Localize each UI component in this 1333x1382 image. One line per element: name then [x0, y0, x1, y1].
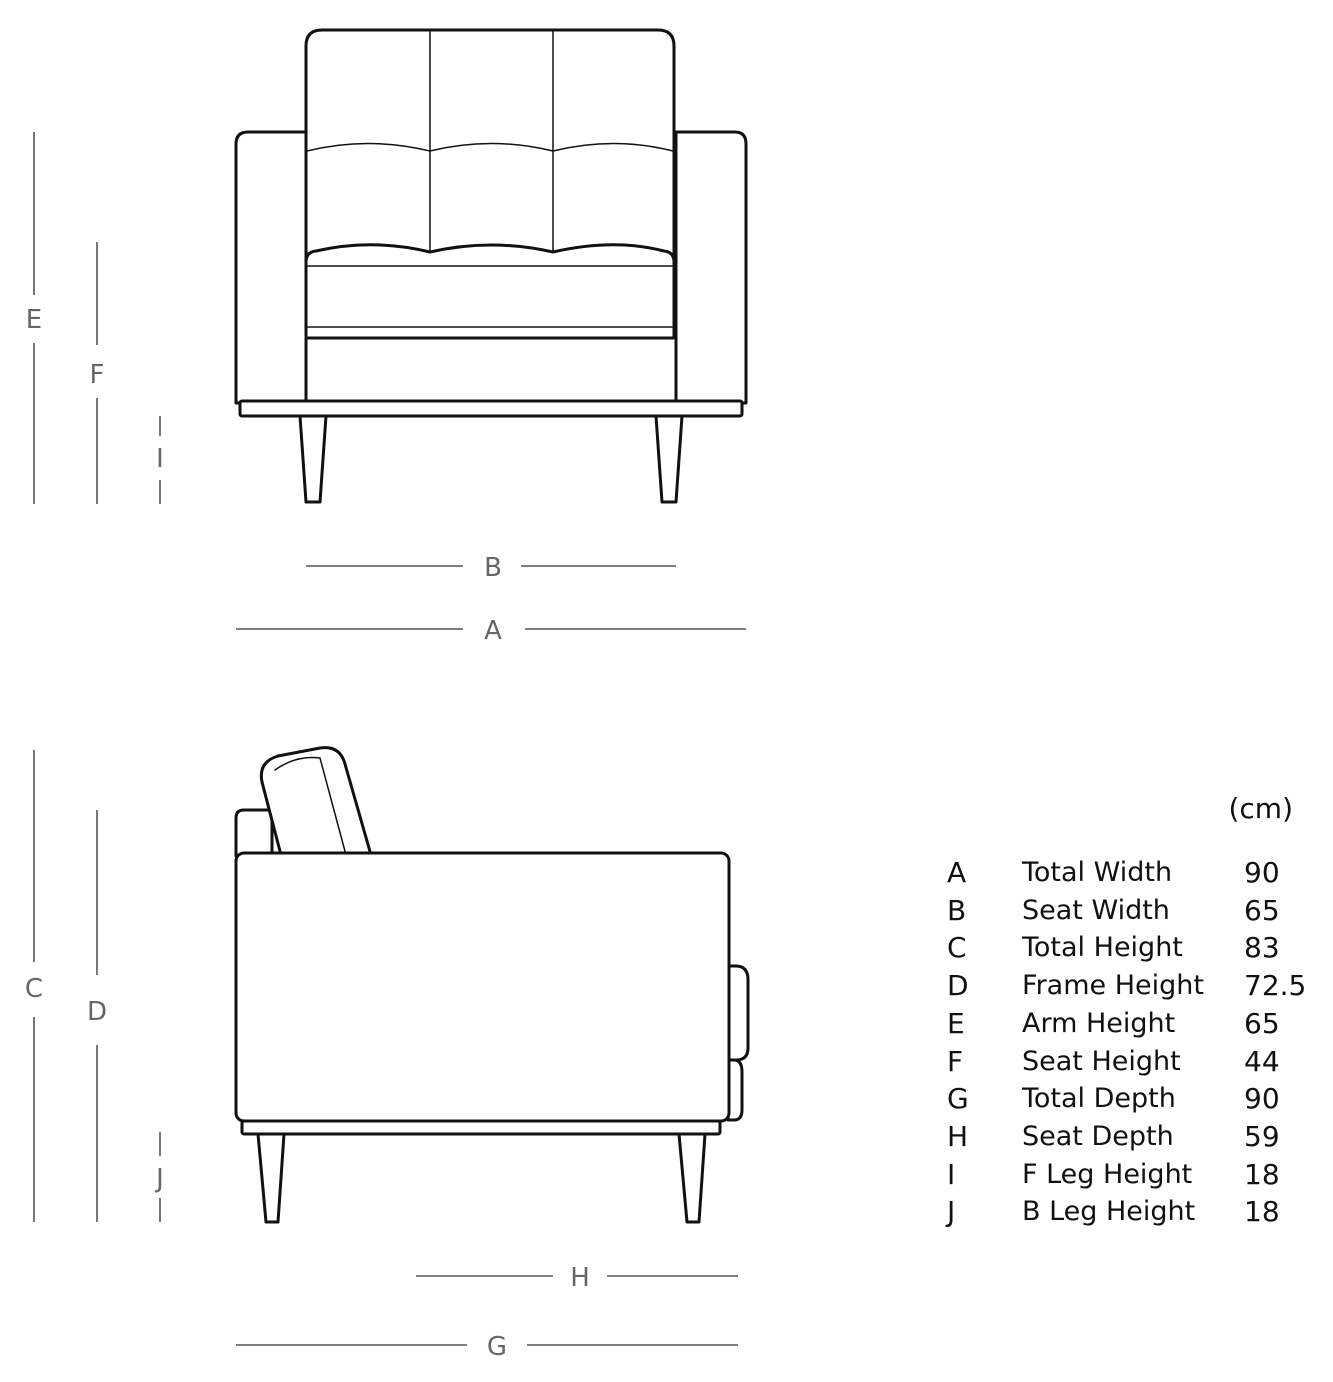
dimension-row-e — [944, 1005, 1329, 1043]
dimension-d — [87, 810, 107, 1222]
dimension-i — [156, 416, 164, 504]
dimension-row-h — [944, 1118, 1329, 1156]
dimension-value: 65 — [1244, 893, 1280, 927]
side-front-leg — [679, 1134, 705, 1222]
dimension-value: 90 — [1244, 1082, 1280, 1116]
dimension-value: 59 — [1244, 1119, 1280, 1153]
dimension-row-j — [944, 1193, 1329, 1231]
dimension-value: 72.5 — [1244, 969, 1307, 1003]
dimension-value: 90 — [1244, 856, 1280, 889]
unit-label: (cm) — [1228, 792, 1293, 825]
dimension-h — [416, 1263, 738, 1293]
front-left-arm — [236, 132, 306, 403]
dimension-name: Seat Height — [1022, 1045, 1181, 1077]
front-view-armchair — [236, 30, 746, 502]
dimension-name: B Leg Height — [1022, 1196, 1196, 1228]
dimension-a — [236, 616, 746, 646]
side-view-armchair — [236, 748, 748, 1222]
dimension-h-label: H — [570, 1263, 590, 1293]
side-base-rail — [242, 1121, 720, 1134]
dimension-key: A — [947, 856, 967, 889]
dimension-b — [306, 553, 676, 583]
side-back-cushion — [261, 748, 371, 855]
dimension-key: J — [947, 1195, 956, 1229]
dimension-key: D — [947, 969, 969, 1003]
dimension-d-label: D — [86, 997, 108, 1027]
dimension-g-label: G — [486, 1332, 508, 1362]
side-back-block — [236, 810, 272, 856]
dimension-row-b — [944, 892, 1329, 930]
dimension-key: F — [947, 1044, 964, 1078]
dimension-c — [25, 750, 43, 1222]
front-right-arm — [676, 132, 746, 403]
dimension-name: Seat Depth — [1022, 1120, 1174, 1152]
dimension-key: I — [947, 1157, 956, 1191]
front-base-rail — [240, 401, 742, 416]
dimension-name: F Leg Height — [1022, 1158, 1193, 1190]
dimension-name: Total Depth — [1022, 1083, 1176, 1115]
dimension-value: 65 — [1244, 1006, 1280, 1040]
side-main-frame — [236, 853, 729, 1121]
dimension-j-label: J — [156, 1164, 164, 1194]
side-front-cushion-upper — [728, 966, 748, 1060]
dimension-value: 18 — [1244, 1157, 1280, 1191]
dimension-value: 83 — [1244, 931, 1280, 965]
dimension-name: Arm Height — [1022, 1007, 1176, 1039]
dimension-row-a — [944, 854, 1329, 892]
dimension-row-f — [944, 1043, 1329, 1081]
dimension-key: C — [947, 931, 967, 965]
dimension-key: H — [947, 1119, 969, 1153]
dimension-f — [90, 242, 105, 504]
front-right-leg — [656, 416, 682, 502]
dimension-row-c — [944, 929, 1329, 967]
dimension-value: 44 — [1244, 1044, 1280, 1078]
front-seat-cushion — [306, 245, 674, 338]
dimension-row-d — [944, 967, 1329, 1005]
dimension-name: Frame Height — [1022, 970, 1204, 1002]
dimension-name: Total Height — [1022, 932, 1183, 964]
dimension-j — [154, 1132, 164, 1222]
dimension-key: B — [947, 893, 967, 927]
dimension-e-label: E — [25, 305, 43, 335]
front-left-leg — [300, 416, 326, 502]
dimension-g — [236, 1332, 738, 1362]
dimension-key: G — [947, 1082, 969, 1116]
dimension-a-label: A — [484, 616, 502, 646]
dimension-i-label: I — [156, 444, 164, 474]
dimension-e — [26, 132, 42, 504]
dimension-row-i — [944, 1156, 1329, 1194]
dimension-f-label: F — [89, 360, 105, 390]
dimension-row-g — [944, 1080, 1329, 1118]
dimension-key: E — [947, 1006, 965, 1040]
dimension-name: Total Width — [1022, 857, 1173, 888]
dimension-value: 18 — [1244, 1195, 1280, 1229]
dimension-name: Seat Width — [1022, 894, 1170, 926]
dimension-c-label: C — [24, 974, 44, 1004]
front-back-cushion — [306, 30, 674, 266]
side-back-leg — [258, 1134, 284, 1222]
dimension-b-label: B — [484, 553, 502, 583]
